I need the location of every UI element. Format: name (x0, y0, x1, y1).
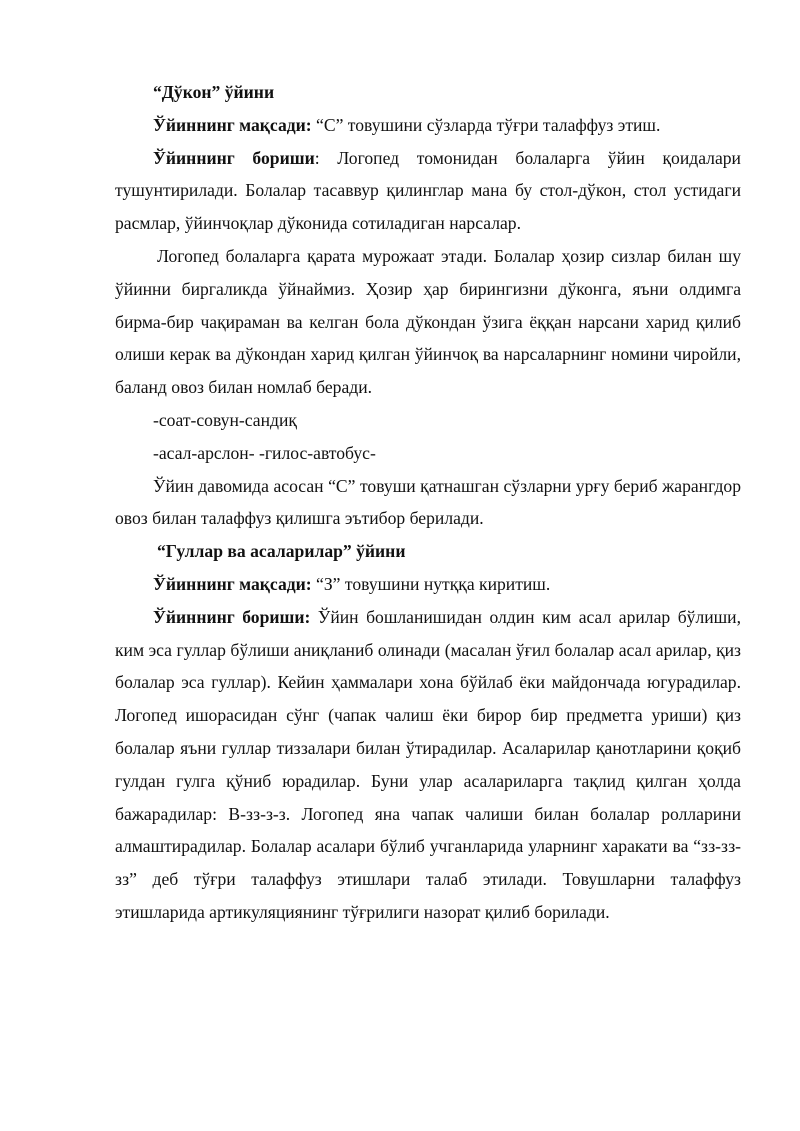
section1-closing: Ўйин давомида асосан “С” товуши қатнашган сўзларни урғу бериб жарангдор овоз билан талаффуз қилишга эътибор берилади. (115, 475, 741, 529)
section2-goal-text: “З” товушини нутққа киритиш. (311, 573, 551, 594)
section1-logoped-paragraph: Логопед болаларга қарата мурожаат этади. Болалар ҳозир сизлар билан шу ўйинни биргаликда ўйнаймиз. Ҳозир ҳар бирингизни дўконга, яъни олдимга бирма-бир чақираман ва келган бола дўкондан ўзига ёққан нарсани харид қилиб олиши керак ва дўкондан харид қилган ўйинчоқ ва нарсаларнинг номини чиройли, баланд овоз билан номлаб беради. (115, 245, 741, 398)
section1-words-line-2: -асал-арслон- -гилос-автобус- (153, 442, 376, 463)
section1-goal-label: Ўйиннинг мақсади: (153, 114, 312, 135)
section2-goal (115, 568, 741, 601)
section2-title: “Гуллар ва асаларилар” ўйини (157, 541, 406, 562)
section1-words-line-1: -соат-совун-сандиқ (153, 409, 297, 430)
section1-title: “Дўкон” ўйини (153, 82, 275, 102)
section2-goal-label: Ўйиннинг мақсади: (153, 573, 312, 594)
section1-process-label: Ўйиннинг бориши (153, 147, 315, 168)
section1-goal-text: “С” товушини сўзларда тўғри талаффуз этиш. (311, 114, 661, 135)
section2-process-label: Ўйиннинг бориши: (153, 606, 311, 627)
section1-process-text: : Логопед томонидан болаларга ўйин қоидалари тушунтирилади. Болалар тасаввур қилинглар мана бу стол-дўкон, стол устидаги расмлар, ўйинчоқлар дўконида сотиладиган нарсалар. (115, 147, 741, 234)
document-body (115, 76, 741, 929)
section2-process-text: Ўйин бошланишидан олдин ким асал арилар бўлиши, ким эса гуллар бўлиши аниқланиб олинади (масалан ўғил болалар асал арилар, қиз болалар эса гуллар). Кейин ҳаммалари хона бўйлаб ёки майдончада югурадилар. Логопед ишорасидан сўнг (чапак чалиш ёки бирор бир предметга уриши) қиз болалар яъни гуллар тиззалари билан ўтирадилар. Асаларилар қанотларини қоқиб гулдан гулга қўниб юрадилар. Буни улар асалариларга тақлид қилган ҳолда бажарадилар: В-зз-з-з. Логопед яна чапак чалиши билан болалар ролларини алмаштирадилар. Болалар асалари бўлиб учганларида уларнинг харакати ва “зз-зз-зз” деб тўғри талаффуз этишлари талаб этилади. Товушларни талаффуз этишларида артикуляциянинг тўғрилиги назорат қилиб борилади. (115, 606, 741, 922)
section2-process (115, 601, 741, 929)
section1-process (115, 142, 741, 240)
section1-goal (115, 109, 741, 142)
